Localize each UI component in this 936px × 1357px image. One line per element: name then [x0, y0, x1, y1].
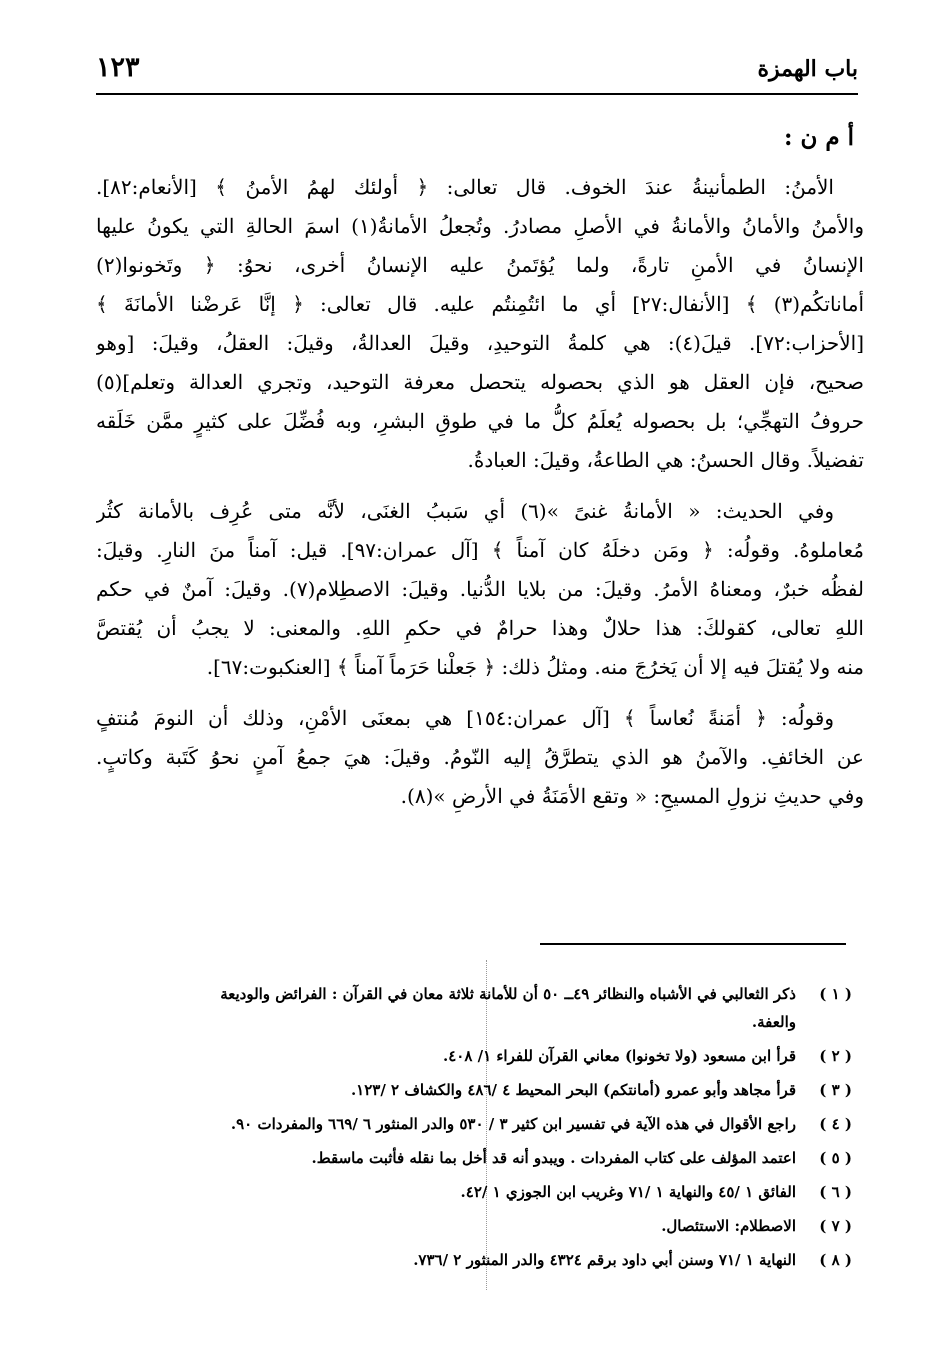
- entry-heading: أ م ن :: [783, 124, 854, 151]
- footnote-text: النهاية ١ /٧١ وسنن أبي داود برقم ٤٣٢٤ والدر المنثور ٢ /٧٣٦.: [413, 1251, 796, 1269]
- text-line: وفي حديثِ نزولِ المسيحِ: « وتقع الأمَنَةُ في الأرضِ »(٨).: [400, 784, 864, 808]
- footnote-number: ( ٥ ): [819, 1149, 852, 1167]
- footnote-text: قرأ ابن مسعود (ولا تخونوا) معاني القرآن للفراء ١/ ٤٠٨.: [442, 1047, 796, 1065]
- page-number: ١٢٣: [96, 52, 140, 83]
- footnote: [96, 1214, 852, 1238]
- text-line: حروفُ التهجِّي؛ بل بحصوله يُعلَمُ كلُّ ما في طوقِ البشرِ، وبه فُضِّلَ على كثيرٍ ممَّن خَلَقه: [96, 409, 864, 433]
- footnote: [96, 982, 852, 1006]
- footnote: [96, 1146, 852, 1170]
- footnote-number: ( ٤ ): [819, 1115, 852, 1133]
- footnote-text: الفائق ١ /٤٥ والنهاية ١ /٧١ وغريب ابن الجوزي ١ /٤٢.: [460, 1183, 796, 1201]
- main-text: [96, 168, 864, 816]
- text-line: وفي الحديث: « الأمانةُ غنىً »(٦) أي سَببُ الغنَى، لأنَّه متى عُرِف بالأمانة كثُر: [96, 499, 834, 523]
- footnote: [96, 1180, 852, 1204]
- text-line: عن الخائفِ. والآمنُ هو الذي يتطرَّقُ إليه النّومُ. وقيلَ: هيَ جمعُ آمنٍ نحوُ كَتَبة وكاتبٍ.: [96, 745, 864, 769]
- footnote-number: ( ٣ ): [819, 1081, 852, 1099]
- text-line: منه ولا يُقتلَ فيه إلا أن يَخرُجَ منه. ومثلُ ذلك: ﴿ جَعلْنا حَرَماً آمناً ﴾ [العنكبوت:٦٧].: [206, 655, 864, 679]
- text-line: الإنسانُ في الأمنِ تارةً، ولما يُؤتَمنُ عليه الإنسانُ أخرى، نحوُ: ﴿ وتَخونوا(٢): [96, 253, 864, 277]
- footnote-text: ذكر الثعالبي في الأشباه والنظائر ٤٩ــ ٥٠ أن للأمانة ثلاثة معان في القرآن : الفرائض والوديعة: [220, 985, 796, 1003]
- footnote-text: راجع الأقوال في هذه الآية في تفسير ابن كثير ٣ / ٥٣٠ والدر المنثور ٦ /٦٦٩ والمفردات ٩٠.: [230, 1115, 796, 1133]
- text-line: [الأحزاب:٧٢]. قيلَ(٤): هي كلمةُ التوحيدِ، وقيلَ العدالةُ، وقيلَ: العقلُ، وقيلَ: [وهو: [96, 331, 864, 355]
- footnote-separator: [540, 943, 846, 945]
- text-line: صحيح، فإن العقل هو الذي بحصوله يتحصل معرفة التوحيد، وتجري العدالة وتعلم](٥): [96, 370, 864, 394]
- chapter-title: باب الهمزة: [757, 56, 858, 82]
- text-line: اللهِ تعالى، كقولكَ: هذا حلالٌ وهذا حرامٌ في حكمِ اللهِ. والمعنى: لا يجبُ أن يُقتصَّ: [96, 616, 864, 640]
- text-line: لفظُه خبرٌ، ومعناهُ الأمرُ. وقيلَ: من بلايا الدُّنيا. وقيلَ: الاصطِلام(٧). وقيلَ: آمنٌ في حكم: [96, 577, 864, 601]
- text-line: أماناتكُم(٣) ﴾ [الأنفال:٢٧] أي ما ائتُمِنتُم عليه. قال تعالى: ﴿ إنَّا عَرضْنا الأمانَةَ ﴾: [96, 292, 864, 316]
- footnotes: [96, 982, 852, 1282]
- footnote-continuation: والعفة.: [751, 1013, 796, 1031]
- header-rule: [96, 93, 858, 95]
- footnote-number: ( ٨ ): [819, 1251, 852, 1269]
- footnote-number: ( ٦ ): [819, 1183, 852, 1201]
- text-line: تفضيلاً. وقال الحسنُ: هي الطاعةُ، وقيلَ: العبادةُ.: [467, 448, 864, 472]
- footnote-number: ( ١ ): [819, 985, 852, 1003]
- footnote: [96, 1078, 852, 1102]
- text-line: مُعاملوهُ. وقولُه: ﴿ ومَن دخلَهُ كان آمناً ﴾ [آل عمران:٩٧]. قيل: آمناً منَ النارِ. وقيلَ:: [96, 538, 864, 562]
- footnote: [96, 1044, 852, 1068]
- footnote-text: اعتمد المؤلف على كتاب المفردات . ويبدو أنه قد أخل بما نقله فأثبت ماسقط.: [311, 1149, 796, 1167]
- text-line: والأمنُ والأمانُ والأمانةُ في الأصلِ مصادرُ. وتُجعلُ الأمانةُ(١) اسمَ الحالةِ التي يكونُ عليها: [96, 214, 864, 238]
- text-line: وقولُه: ﴿ أمَنةً نُعاساً ﴾ [آل عمران:١٥٤] هي بمعنَى الأمْنِ، وذلك أن النومَ مُنتفٍ: [96, 706, 834, 730]
- footnote: [96, 1248, 852, 1272]
- footnote-number: ( ٢ ): [819, 1047, 852, 1065]
- text-line: الأمنُ: الطمأنينةُ عندَ الخوف. قال تعالى: ﴿ أولئك لهمُ الأمنُ ﴾ [الأنعام:٨٢].: [96, 175, 834, 199]
- page-header: [96, 48, 858, 94]
- footnote-text: الاصطلام: الاستئصال.: [661, 1217, 796, 1235]
- footnote: [96, 1112, 852, 1136]
- footnote-text: قرأ مجاهد وأبو عمرو (أمانتكم) البحر المحيط ٤ /٤٨٦ والكشاف ٢ /١٢٣.: [350, 1081, 796, 1099]
- footnote-number: ( ٧ ): [819, 1217, 852, 1235]
